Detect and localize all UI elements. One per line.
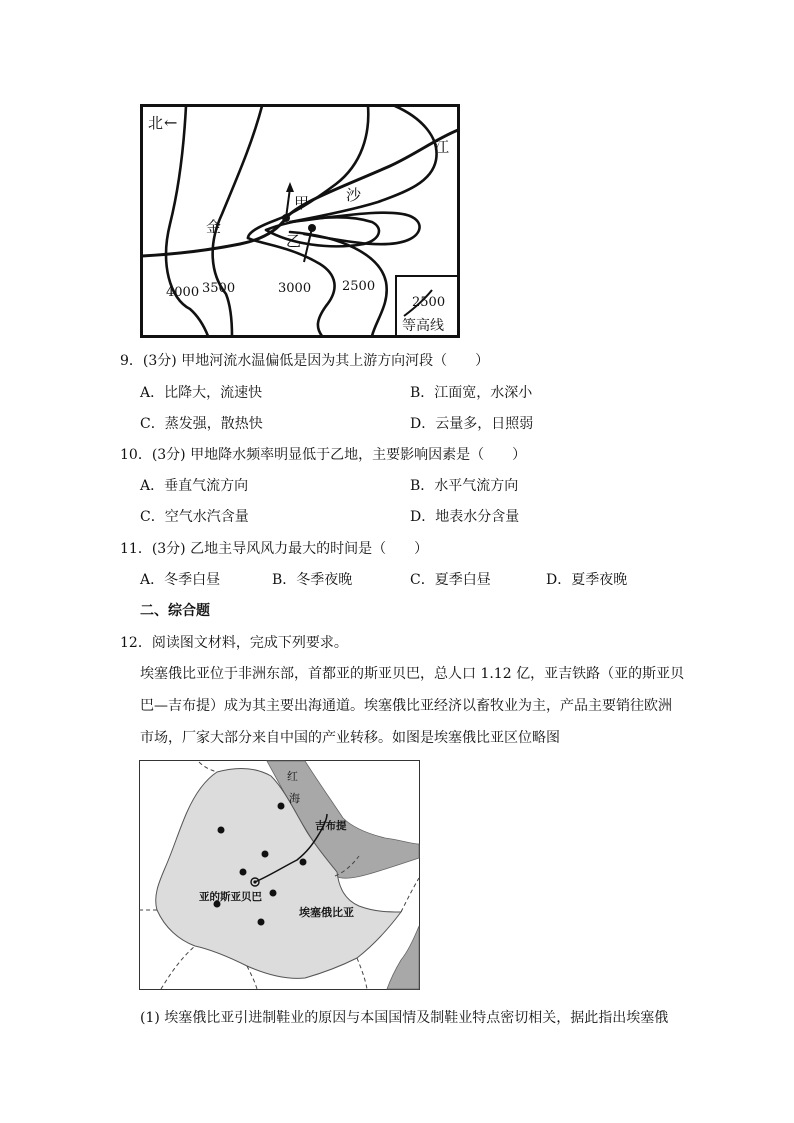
city-dot: [218, 827, 225, 834]
question-10-stem: 10．(3分) 甲地降水频率明显低于乙地，主要影响因素是（ ）: [120, 447, 527, 463]
north-label: 北: [148, 114, 164, 132]
djibouti-label: 吉布提: [315, 820, 347, 832]
contour-label-4000: 4000: [166, 285, 200, 300]
contour-label-2500: 2500: [342, 279, 376, 294]
red-sea-label-2: 海: [289, 792, 300, 805]
label-yi: 乙: [286, 232, 302, 250]
q12-subquestion-1: (1) 埃塞俄比亚引进制鞋业的原因与本国国情及制鞋业特点密切相关，据此指出埃塞俄: [140, 1010, 669, 1026]
north-arrow-icon: ←: [164, 113, 178, 132]
city-dot: [278, 803, 285, 810]
q12-material-line-3: 市场，厂家大部分来自中国的产业转移。如图是埃塞俄比亚区位略图: [140, 730, 560, 746]
section-heading: 二、综合题: [140, 603, 210, 619]
label-sha: 沙: [346, 186, 362, 204]
q10-option-b: B．水平气流方向: [410, 478, 519, 494]
q11-option-a: A．冬季白昼: [140, 572, 221, 588]
question-11-stem: 11．(3分) 乙地主导风风力最大的时间是（ ）: [120, 541, 429, 557]
city-dot: [240, 869, 247, 876]
city-dot: [258, 919, 265, 926]
label-jin: 金: [206, 218, 222, 236]
contour-label-3500: 3500: [202, 281, 236, 296]
city-dot: [262, 851, 269, 858]
contour-map-figure: [140, 104, 460, 338]
label-jia: 甲: [294, 194, 310, 212]
legend-label: 等高线: [402, 318, 444, 334]
q11-option-b: B．冬季夜晚: [272, 572, 353, 588]
city-dot: [270, 890, 277, 897]
country-label: 埃塞俄比亚: [299, 906, 354, 919]
q9-option-c: C．蒸发强，散热快: [140, 416, 263, 432]
q11-option-c: C．夏季白昼: [410, 572, 491, 588]
ethiopia-location-map: [139, 760, 420, 990]
label-jiang: 江: [434, 138, 450, 156]
q9-option-d: D．云量多，日照弱: [410, 416, 534, 432]
red-sea-label-1: 红: [287, 770, 298, 783]
q12-material-line-1: 埃塞俄比亚位于非洲东部，首都亚的斯亚贝巴，总人口 1.12 亿，亚吉铁路（亚的斯亚贝: [140, 666, 685, 682]
question-12-stem: 12．阅读图文材料，完成下列要求。: [120, 635, 348, 651]
city-dot: [300, 859, 307, 866]
question-9-stem: 9．(3分) 甲地河流水温偏低是因为其上游方向河段（ ）: [120, 353, 490, 369]
capital-marker-dot: [253, 880, 256, 883]
q10-option-a: A．垂直气流方向: [140, 478, 249, 494]
legend-value: 2500: [412, 295, 446, 310]
q9-option-b: B．江面宽，水深小: [410, 385, 533, 401]
capital-label: 亚的斯亚贝巴: [199, 891, 262, 903]
q12-material-line-2: 巴—吉布提）成为其主要出海通道。埃塞俄比亚经济以畜牧业为主，产品主要销往欧洲: [140, 698, 672, 714]
q9-option-a: A．比降大，流速快: [140, 385, 263, 401]
q10-option-d: D．地表水分含量: [410, 509, 520, 525]
contour-label-3000: 3000: [278, 281, 312, 296]
q10-option-c: C．空气水汽含量: [140, 509, 249, 525]
q11-option-d: D．夏季夜晚: [546, 572, 628, 588]
